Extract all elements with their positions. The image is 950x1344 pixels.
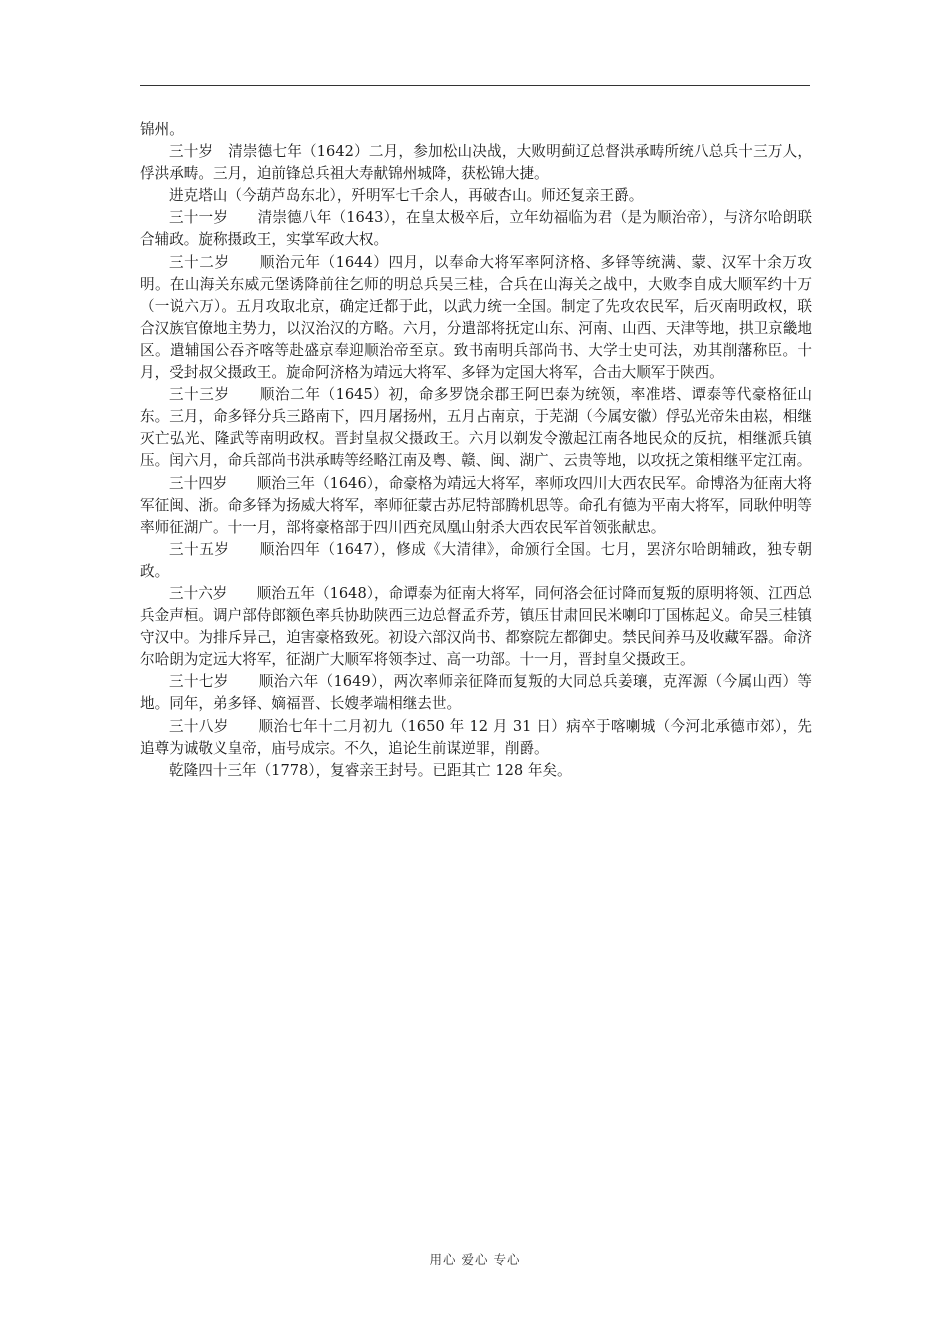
paragraph-age-33: 三十三岁 顺治二年（1645）初，命多罗饶余郡王阿巴泰为统领，率准塔、谭泰等代豪格征山东。三月，命多铎分兵三路南下，四月屠扬州，五月占南京，于芜湖（今属安徽）俘弘光帝朱由崧，相继灭亡弘光、隆武等南明政权。晋封皇叔父摄政王。六月以剃发令激起江南各地民众的反抗，相继派兵镇压。闰六月，命兵部尚书洪承畴等经略江南及粤、赣、闽、湖广、云贵等地，以攻抚之策相继平定江南。 <box>140 386 812 470</box>
paragraph-age-31: 三十一岁 清崇德八年（1643），在皇太极卒后，立年幼福临为君（是为顺治帝），与济尔哈朗联合辅政。旋称摄政王，实掌军政大权。 <box>140 209 812 249</box>
paragraph-age-38: 三十八岁 顺治七年十二月初九（1650 年 12 月 31 日）病卒于喀喇城（今河北承德市郊），先追尊为诚敬义皇帝，庙号成宗。不久，追论生前谋逆罪，削爵。 <box>140 717 812 757</box>
paragraph-age-37: 三十七岁 顺治六年（1649），两次率师亲征降而复叛的大同总兵姜瓖，克浑源（今属山西）等地。同年，弟多铎、嫡福晋、长嫂孝端相继去世。 <box>140 673 812 713</box>
page-footer: 用心 爱心 专心 <box>429 1252 521 1267</box>
paragraph-age-32: 三十二岁 顺治元年（1644）四月，以奉命大将军率阿济格、多铎等统满、蒙、汉军十余万攻明。在山海关东威元堡诱降前往乞师的明总兵吴三桂，合兵在山海关之战中，大败李自成大顺军约十万（一说六万）。五月攻取北京，确定迁都于此，以武力统一全国。制定了先攻农民军，后灭南明政权，联合汉族官僚地主势力，以汉治汉的方略。六月，分遣部将抚定山东、河南、山西、天津等地，拱卫京畿地区。遣辅国公吞齐喀等赴盛京奉迎顺治帝至京。致书南明兵部尚书、大学士史可法，劝其削藩称臣。十月，受封叔父摄政王。旋命阿济格为靖远大将军、多铎为定国大将军，合击大顺军于陕西。 <box>140 253 812 382</box>
paragraph-age-34: 三十四岁 顺治三年（1646），命豪格为靖远大将军，率师攻四川大西农民军。命博洛为征南大将军征闽、浙。命多铎为扬威大将军，率师征蒙古苏尼特部腾机思等。命孔有德为平南大将军，同耿仲明等率师征湖广。十一月，部将豪格部于四川西充凤凰山射杀大西农民军首领张献忠。 <box>140 474 813 536</box>
paragraph-tashan: 进克塔山（今葫芦岛东北），歼明军七千余人，再破杏山。师还复亲王爵。 <box>169 187 644 205</box>
paragraph-age-30: 三十岁 清崇德七年（1642）二月，参加松山决战，大败明蓟辽总督洪承畴所统八总兵十三万人，俘洪承畴。三月，迫前锋总兵祖大寿献锦州城降，获松锦大捷。 <box>140 143 812 183</box>
paragraph-qianlong: 乾隆四十三年（1778），复睿亲王封号。已距其亡 128 年矣。 <box>169 761 572 779</box>
document-body <box>140 119 812 782</box>
paragraph-age-35: 三十五岁 顺治四年（1647），修成《大清律》，命颁行全国。七月，罢济尔哈朗辅政，独专朝政。 <box>140 540 812 580</box>
paragraph-age-36: 三十六岁 顺治五年（1648），命谭泰为征南大将军，同何洛会征讨降而复叛的原明将领、江西总兵金声桓。调户部侍郎额色率兵协助陕西三边总督孟乔芳，镇压甘肃回民米喇印丁国栋起义。命吴三桂镇守汉中。为排斥异己，迫害豪格致死。初设六部汉尚书、都察院左都御史。禁民间养马及收藏军器。命济尔哈朗为定远大将军，征湖广大顺军将领李过、高一功部。十一月，晋封皇父摄政王。 <box>140 584 813 669</box>
header-rule <box>140 85 810 86</box>
paragraph-continuation: 锦州。 <box>140 121 184 138</box>
